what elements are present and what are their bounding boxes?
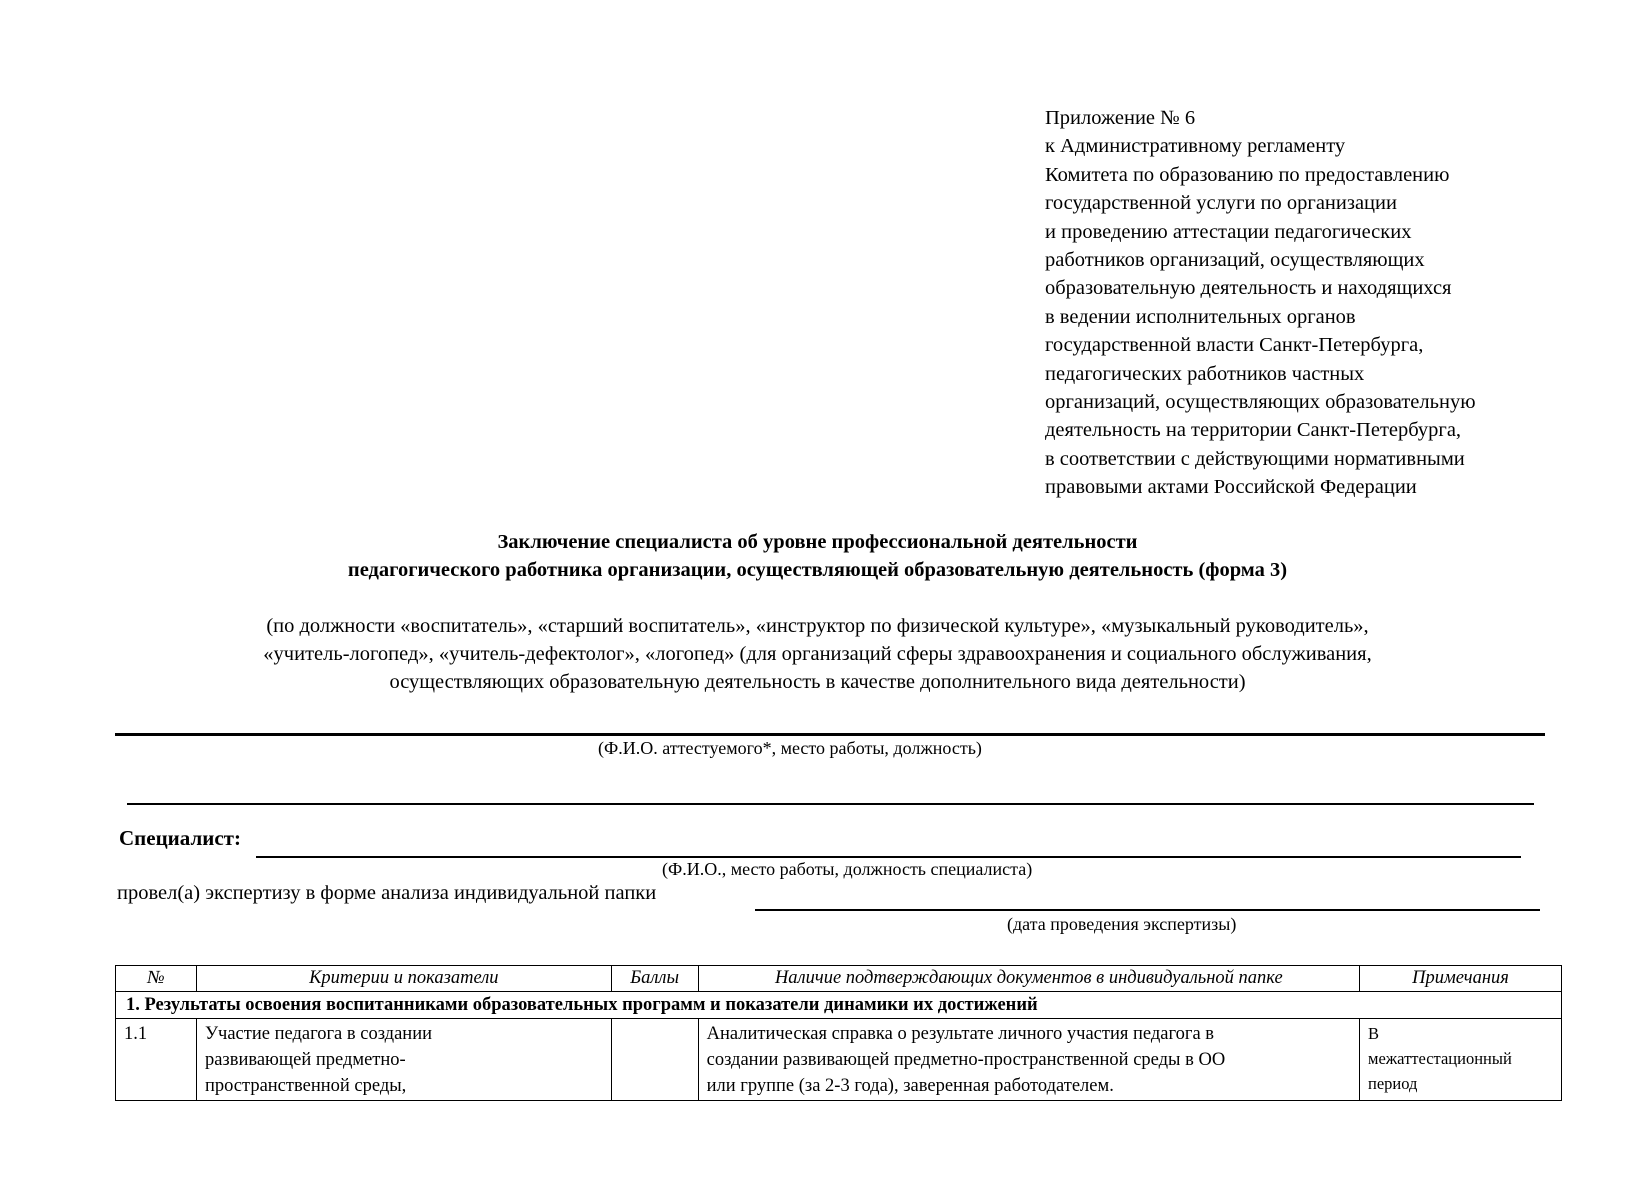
header-documents: Наличие подтверждающих документов в индивидуальной папке [698,966,1359,992]
appendix-line: образовательную деятельность и находящихся [1045,277,1452,300]
specialist-label: Специалист: [119,826,241,850]
appendix-line: деятельность на территории Санкт-Петербурга, [1045,419,1462,442]
documents-line: Аналитическая справка о результате личного участия педагога в [706,1024,1215,1044]
appendix-line: государственной услуги по организации [1045,192,1397,215]
appendix-line: в соответствии с действующими нормативными [1045,447,1465,470]
criteria-line: пространственной среды, [204,1076,407,1096]
title-line-1: Заключение специалиста об уровне профессиональной деятельности [497,531,1138,553]
row-notes [1360,1019,1562,1101]
positions-note-line-1: (по должности «воспитатель», «старший воспитатель», «инструктор по физической культуре», «музыкальный руководитель», [266,615,1369,637]
header-criteria: Критерии и показатели [196,966,611,992]
appendix-line: Приложение № 6 [1045,107,1196,129]
positions-note-line-2: «учитель-логопед», «учитель-дефектолог», «логопед» (для организаций сферы здравоохранения и социального обслуживания, [263,643,1372,665]
appendix-line: организаций, осуществляющих образовательную [1045,391,1476,414]
appendix-header [1045,104,1605,502]
title-line-2: педагогического работника организации, осуществляющей образовательную деятельность (форма 3) [347,559,1288,581]
notes-line: В [1368,1024,1380,1043]
appendix-line: Комитета по образованию по предоставлению [1045,163,1450,186]
documents-line: создании развивающей предметно-пространственной среды в ОО [706,1050,1226,1070]
appendix-line: работников организаций, осуществляющих [1045,249,1425,272]
specialist-caption: (Ф.И.О., место работы, должность специалиста) [662,859,1033,879]
extra-field-line[interactable] [127,803,1534,805]
row-criteria [196,1019,611,1101]
criteria-line: развивающей предметно- [204,1050,406,1070]
appendix-line: и проведению аттестации педагогических [1045,220,1412,243]
document-title [0,528,1635,584]
documents-line: или группе (за 2-3 года), заверенная работодателем. [706,1076,1114,1096]
appendix-line: государственной власти Санкт-Петербурга, [1045,334,1424,357]
appendix-line: педагогических работников частных [1045,362,1365,385]
positions-note [0,612,1635,696]
header-notes: Примечания [1360,966,1562,992]
section-row [116,992,1562,1019]
attestee-field-line[interactable] [115,733,1545,736]
row-num: 1.1 [116,1019,197,1101]
row-score[interactable] [611,1019,698,1101]
expertise-text: провел(а) экспертизу в форме анализа индивидуальной папки [117,882,657,904]
positions-note-line-3: осуществляющих образовательную деятельность в качестве дополнительного вида деятельности) [389,671,1246,693]
specialist-field-line[interactable] [256,856,1521,858]
expertise-date-field-line[interactable] [755,909,1540,911]
attestee-caption: (Ф.И.О. аттестуемого*, место работы, должность) [598,738,982,758]
appendix-line: правовыми актами Российской Федерации [1045,476,1417,499]
date-caption: (дата проведения экспертизы) [1007,914,1237,934]
notes-line: межаттестационный [1368,1049,1512,1068]
table-row [116,1019,1562,1101]
notes-line: период [1368,1074,1418,1093]
criteria-line: Участие педагога в создании [204,1024,432,1044]
header-num: № [116,966,197,992]
appendix-line: в ведении исполнительных органов [1045,305,1356,328]
appendix-line: к Административному регламенту [1045,135,1346,158]
table-header-row [116,966,1562,992]
criteria-table [115,965,1562,1101]
row-documents [698,1019,1359,1101]
header-score: Баллы [611,966,698,992]
section-1-title: 1. Результаты освоения воспитанниками образовательных программ и показатели динамики их достижений [116,992,1562,1019]
